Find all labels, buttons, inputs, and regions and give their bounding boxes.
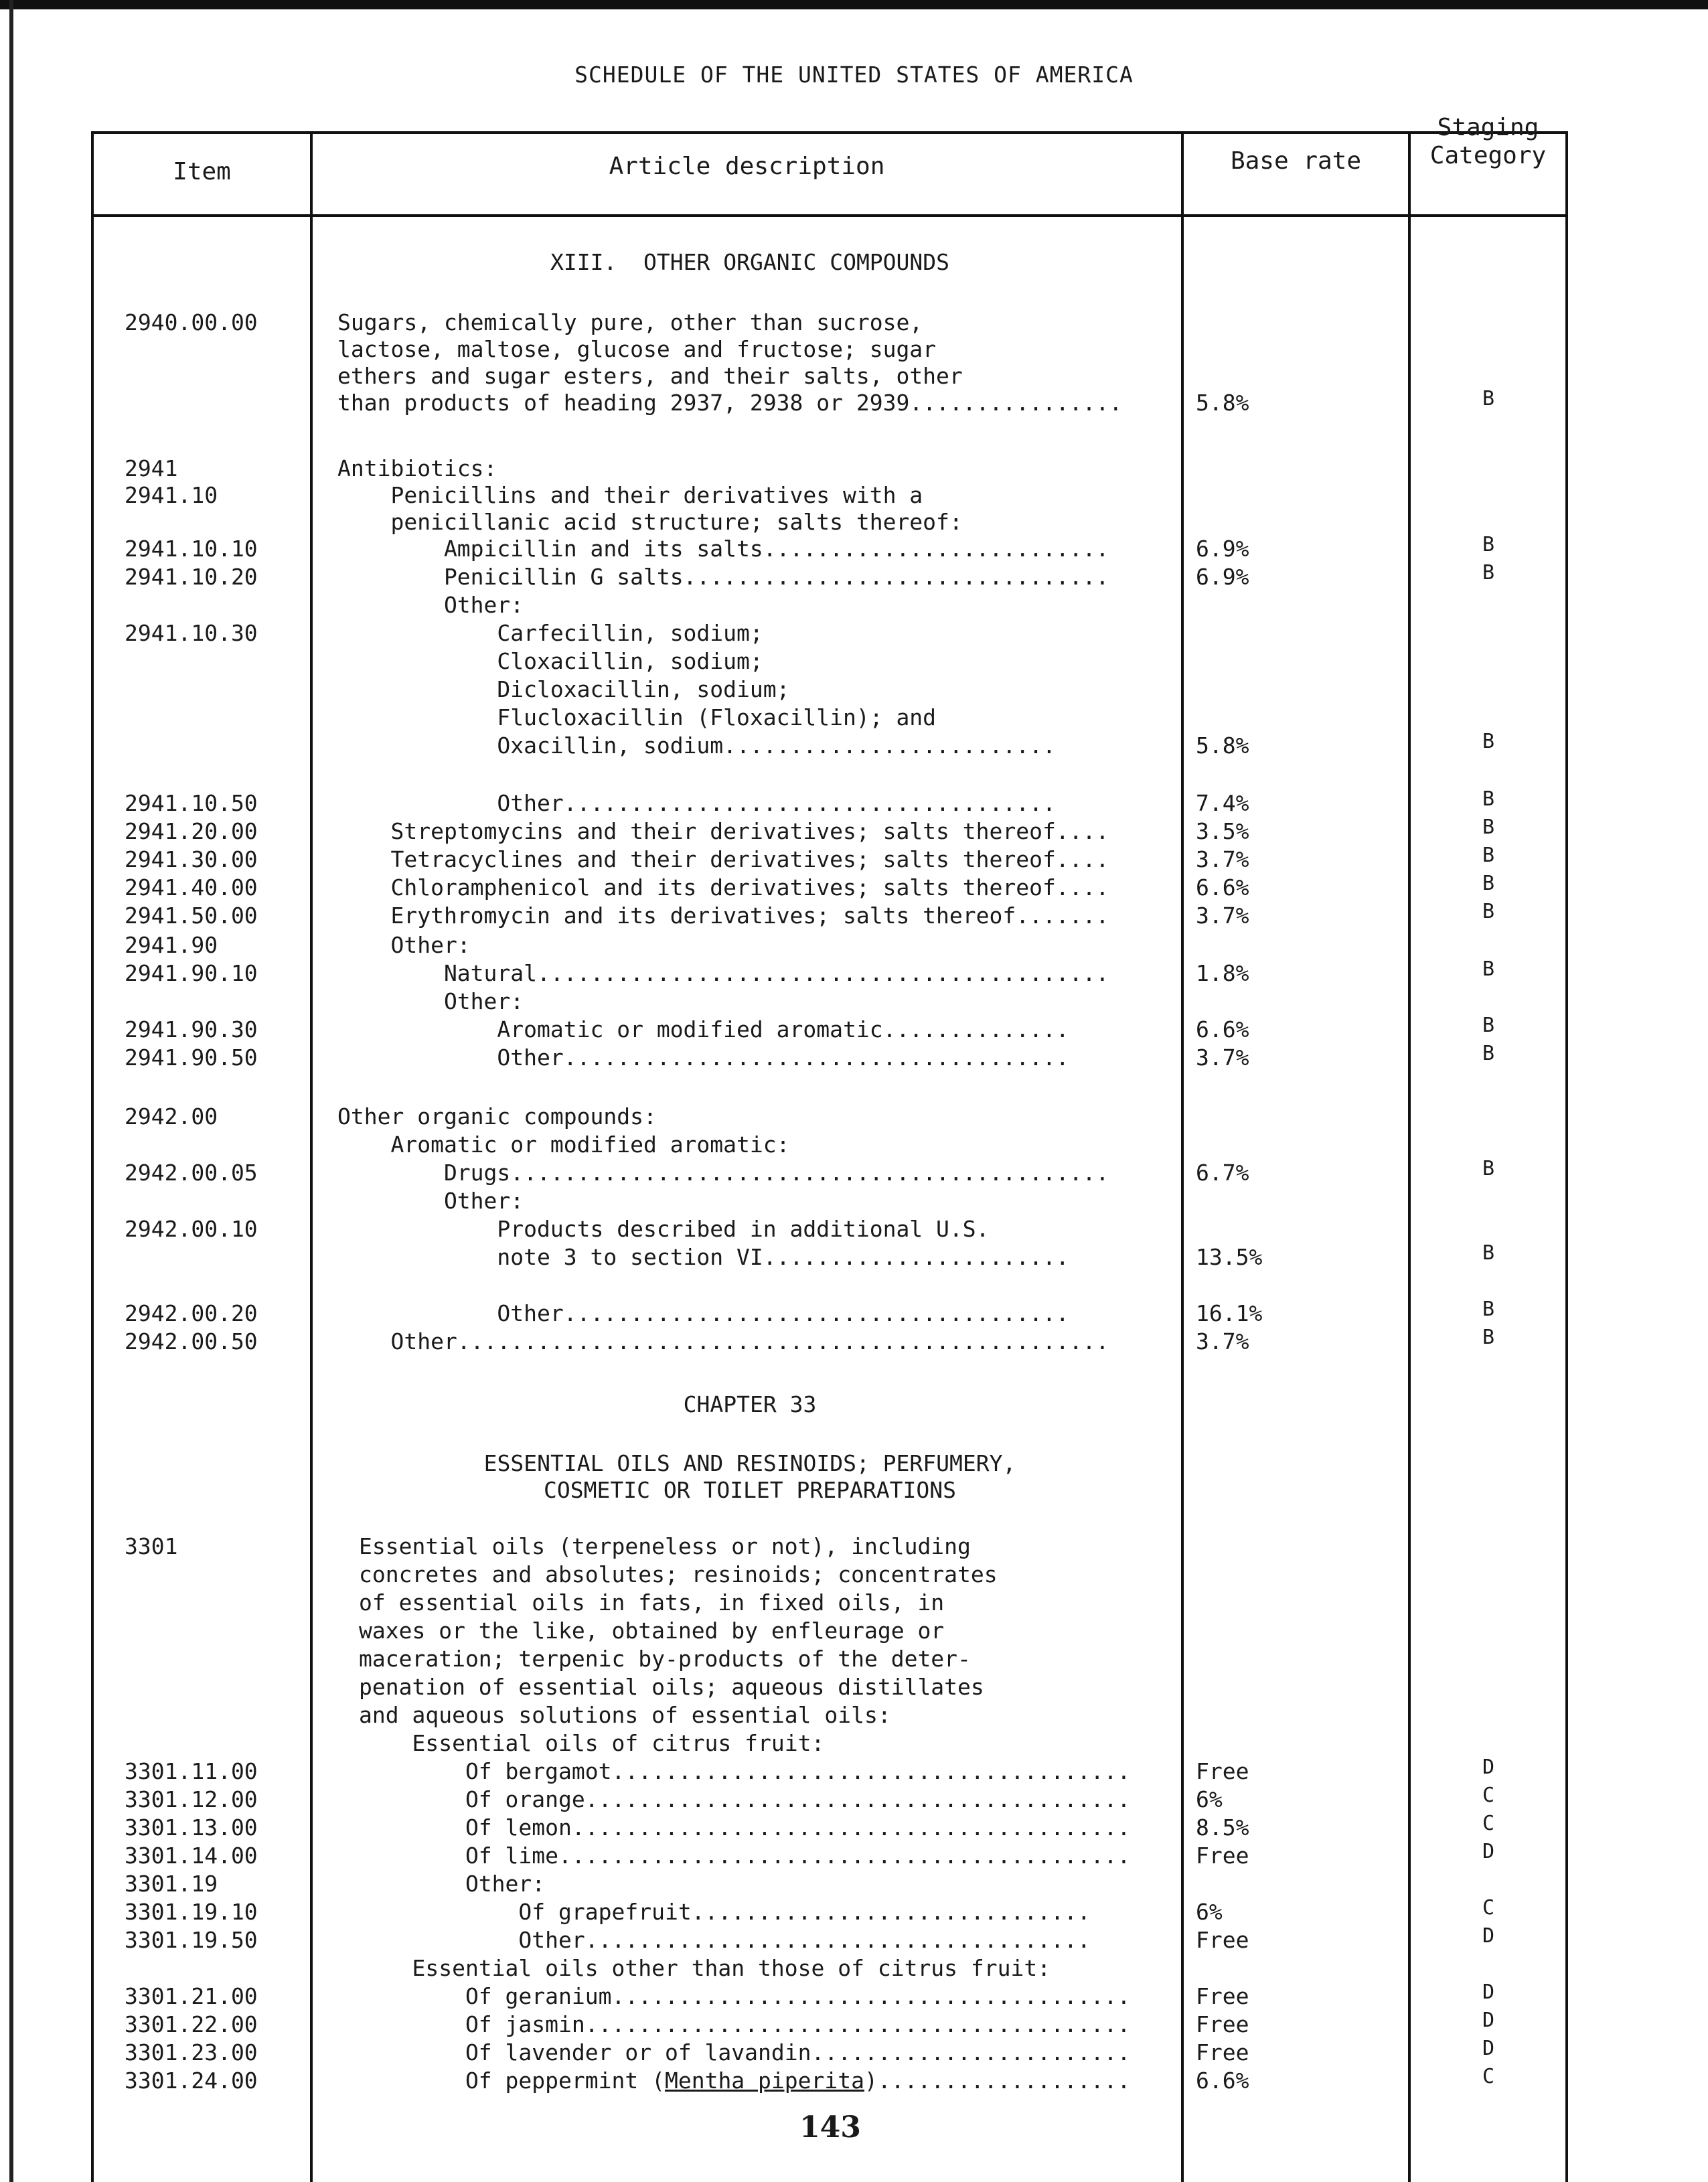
base-rate: 6.6%	[1196, 874, 1249, 901]
article-description: Flucloxacillin (Floxacillin); and	[337, 704, 937, 730]
article-description: Erythromycin and its derivatives; salts thereof.......	[337, 903, 1109, 929]
base-rate: 7.4%	[1196, 790, 1249, 816]
item-number: 2941.30.00	[125, 846, 258, 872]
article-description: Other:	[337, 1188, 524, 1214]
article-description: Of bergamot.......................................	[359, 1758, 1131, 1784]
item-number: 2942.00.50	[125, 1328, 258, 1354]
article-description: than products of heading 2937, 2938 or 2939................	[337, 390, 1123, 416]
article-description: Tetracyclines and their derivatives; salts thereof....	[337, 846, 1109, 872]
item-number: 2942.00	[125, 1103, 218, 1129]
article-description: Other......................................	[337, 1300, 1069, 1326]
item-number: 2941.10.10	[125, 536, 258, 562]
staging-category: B	[1482, 1014, 1495, 1037]
staging-category: B	[1482, 1298, 1495, 1321]
staging-category: B	[1482, 844, 1495, 867]
staging-category: B	[1482, 730, 1495, 753]
base-rate: Free	[1196, 1983, 1249, 2009]
item-number: 2942.00.05	[125, 1160, 258, 1186]
base-rate: Free	[1196, 1758, 1249, 1784]
chapter-heading: CHAPTER 33	[683, 1391, 817, 1417]
base-rate: Free	[1196, 2039, 1249, 2066]
column-divider	[1181, 131, 1184, 2182]
item-number: 2941.10	[125, 482, 218, 508]
article-description: Products described in additional U.S.	[337, 1216, 990, 1242]
item-number: 3301.21.00	[125, 1983, 258, 2009]
column-divider	[1408, 131, 1411, 2182]
scan-left-edge	[9, 0, 13, 2182]
article-description: Other.....................................	[337, 790, 1056, 816]
staging-category: D	[1482, 1980, 1495, 2004]
base-rate: 3.7%	[1196, 846, 1249, 872]
base-rate: 6%	[1196, 1786, 1223, 1812]
item-number: 2941.90	[125, 932, 218, 958]
header-divider	[91, 214, 1568, 217]
base-rate: 1.8%	[1196, 960, 1249, 986]
article-description: Chloramphenicol and its derivatives; salts thereof....	[337, 874, 1109, 901]
base-rate: Free	[1196, 2011, 1249, 2037]
article-description: Penicillins and their derivatives with a	[337, 482, 923, 508]
item-number: 3301.22.00	[125, 2011, 258, 2037]
article-description: Streptomycins and their derivatives; salts thereof....	[337, 818, 1109, 844]
item-number: 3301.24.00	[125, 2068, 258, 2094]
base-rate: 5.8%	[1196, 732, 1249, 759]
base-rate: 6.6%	[1196, 2068, 1249, 2094]
article-description: Natural...........................................	[337, 960, 1109, 986]
item-number: 3301.23.00	[125, 2039, 258, 2066]
staging-category: B	[1482, 900, 1495, 923]
article-description: Other:	[337, 592, 524, 618]
base-rate: 6.9%	[1196, 536, 1249, 562]
article-description: Oxacillin, sodium.........................	[337, 732, 1056, 759]
article-description: maceration; terpenic by-products of the deter-	[359, 1646, 971, 1672]
item-number: 2941.50.00	[125, 903, 258, 929]
item-number: 2940.00.00	[125, 309, 258, 335]
base-rate: 3.7%	[1196, 903, 1249, 929]
section-heading: XIII. OTHER ORGANIC COMPOUNDS	[550, 249, 950, 275]
base-rate: 6.6%	[1196, 1016, 1249, 1042]
staging-category: B	[1482, 1326, 1495, 1349]
article-description: Drugs.............................................	[337, 1160, 1109, 1186]
staging-category: B	[1482, 1241, 1495, 1265]
chapter-title: ESSENTIAL OILS AND RESINOIDS; PERFUMERY,	[483, 1450, 1016, 1476]
article-description: Sugars, chemically pure, other than sucrose,	[337, 309, 923, 335]
item-number: 2942.00.20	[125, 1300, 258, 1326]
article-description: waxes or the like, obtained by enfleurage or	[359, 1618, 945, 1644]
article-description: Dicloxacillin, sodium;	[337, 676, 790, 702]
article-description: concretes and absolutes; resinoids; concentrates	[359, 1561, 998, 1587]
page-title: SCHEDULE OF THE UNITED STATES OF AMERICA	[574, 62, 1134, 88]
item-number: 2941.10.20	[125, 564, 258, 590]
base-rate: Free	[1196, 1927, 1249, 1953]
item-number: 2941.10.30	[125, 620, 258, 646]
staging-category: C	[1482, 1812, 1495, 1835]
column-header-description: Article description	[609, 153, 885, 180]
column-header-item: Item	[173, 158, 231, 185]
article-description: Penicillin G salts................................	[337, 564, 1109, 590]
staging-category: C	[1482, 1896, 1495, 1920]
item-number: 2941.90.30	[125, 1016, 258, 1042]
base-rate: 8.5%	[1196, 1814, 1249, 1841]
item-number: 3301.19	[125, 1871, 218, 1897]
base-rate: 13.5%	[1196, 1244, 1263, 1270]
item-number: 3301.11.00	[125, 1758, 258, 1784]
item-number: 3301.19.10	[125, 1899, 258, 1925]
staging-category: B	[1482, 957, 1495, 981]
article-description: Essential oils other than those of citrus fruit:	[359, 1955, 1051, 1981]
item-number: 3301	[125, 1533, 178, 1559]
article-description: Antibiotics:	[337, 455, 497, 481]
article-description: Essential oils of citrus fruit:	[359, 1730, 825, 1756]
article-description: Other......................................	[337, 1044, 1069, 1071]
article-description: penicillanic acid structure; salts thereof:	[337, 509, 963, 535]
article-description: Of lavender or of lavandin........................	[359, 2039, 1131, 2066]
article-description: Ampicillin and its salts..........................	[337, 536, 1109, 562]
article-description: Of lime...........................................	[359, 1843, 1131, 1869]
article-description: Cloxacillin, sodium;	[337, 648, 763, 674]
base-rate: 6%	[1196, 1899, 1223, 1925]
base-rate: Free	[1196, 1843, 1249, 1869]
article-description: Other:	[359, 1871, 546, 1897]
staging-category: B	[1482, 872, 1495, 895]
scan-top-edge	[0, 0, 1708, 9]
staging-category: D	[1482, 1840, 1495, 1863]
item-number: 2942.00.10	[125, 1216, 258, 1242]
article-description: penation of essential oils; aqueous distillates	[359, 1674, 984, 1700]
article-description: Aromatic or modified aromatic..............	[337, 1016, 1069, 1042]
article-description: Other:	[337, 932, 471, 958]
staging-category: D	[1482, 2009, 1495, 2032]
staging-category: B	[1482, 815, 1495, 839]
article-description: Aromatic or modified aromatic:	[337, 1132, 790, 1158]
column-header-rate: Base rate	[1230, 147, 1362, 175]
article-description: Of geranium.......................................	[359, 1983, 1131, 2009]
item-number: 3301.12.00	[125, 1786, 258, 1812]
article-description: and aqueous solutions of essential oils:	[359, 1702, 891, 1728]
article-description: Carfecillin, sodium;	[337, 620, 763, 646]
article-description: Of grapefruit..............................	[359, 1899, 1091, 1925]
column-header-category-line2: Category	[1429, 142, 1547, 169]
article-description: Other......................................	[359, 1927, 1091, 1953]
article-description: Other.................................................	[337, 1328, 1109, 1354]
item-number: 2941.90.50	[125, 1044, 258, 1071]
item-number: 3301.14.00	[125, 1843, 258, 1869]
base-rate: 5.8%	[1196, 390, 1249, 416]
item-number: 2941.20.00	[125, 818, 258, 844]
article-description: ethers and sugar esters, and their salts, other	[337, 363, 963, 389]
staging-category: D	[1482, 1924, 1495, 1948]
staging-category: B	[1482, 1042, 1495, 1065]
staging-category: D	[1482, 2037, 1495, 2060]
article-description: Of orange.........................................	[359, 1786, 1131, 1812]
staging-category: C	[1482, 2065, 1495, 2088]
article-description: of essential oils in fats, in fixed oils, in	[359, 1589, 945, 1616]
item-number: 2941.10.50	[125, 790, 258, 816]
column-header-category-line1: Staging	[1437, 114, 1539, 141]
base-rate: 3.7%	[1196, 1328, 1249, 1354]
article-description: note 3 to section VI.......................	[337, 1244, 1069, 1270]
staging-category: B	[1482, 387, 1495, 410]
item-number: 2941.90.10	[125, 960, 258, 986]
item-number: 2941.40.00	[125, 874, 258, 901]
article-description: lactose, maltose, glucose and fructose; sugar	[337, 336, 937, 362]
staging-category: D	[1482, 1756, 1495, 1779]
base-rate: 3.7%	[1196, 1044, 1249, 1071]
staging-category: B	[1482, 561, 1495, 585]
staging-category: C	[1482, 1784, 1495, 1807]
page-number: 143	[799, 2110, 861, 2145]
article-description: Other:	[337, 988, 524, 1014]
article-description: Other organic compounds:	[337, 1103, 657, 1129]
item-number: 3301.19.50	[125, 1927, 258, 1953]
base-rate: 6.7%	[1196, 1160, 1249, 1186]
article-description: Of peppermint (Mentha piperita)...................	[359, 2068, 1131, 2094]
base-rate: 16.1%	[1196, 1300, 1263, 1326]
base-rate: 6.9%	[1196, 564, 1249, 590]
item-number: 2941	[125, 455, 178, 481]
article-description: Of jasmin.........................................	[359, 2011, 1131, 2037]
staging-category: B	[1482, 533, 1495, 556]
chapter-title: COSMETIC OR TOILET PREPARATIONS	[544, 1477, 956, 1503]
item-number: 3301.13.00	[125, 1814, 258, 1841]
staging-category: B	[1482, 1157, 1495, 1180]
base-rate: 3.5%	[1196, 818, 1249, 844]
article-description: Of lemon..........................................	[359, 1814, 1131, 1841]
article-description: Essential oils (terpeneless or not), including	[359, 1533, 971, 1559]
column-divider	[310, 131, 313, 2182]
staging-category: B	[1482, 787, 1495, 811]
